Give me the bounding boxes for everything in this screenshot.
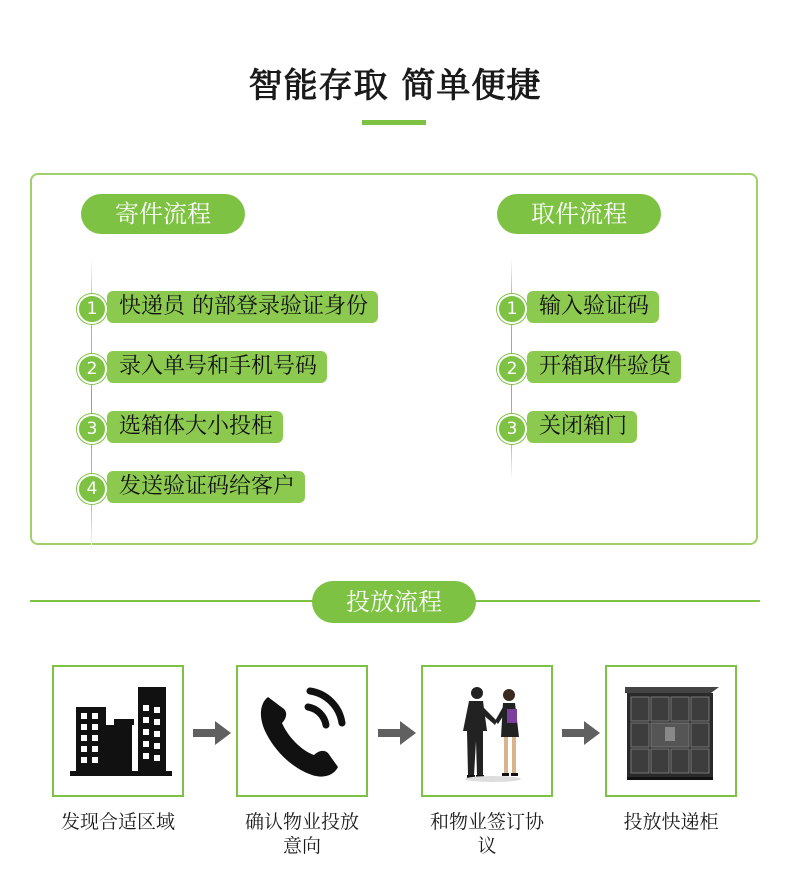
deploy-step-1-box <box>52 665 184 797</box>
deploy-step-1-caption <box>30 810 206 834</box>
send-step-4-label: 发送验证码给客户 <box>107 471 305 503</box>
title-underline <box>362 120 426 125</box>
handshake-icon <box>423 667 551 795</box>
pickup-flow-title: 取件流程 <box>497 194 661 234</box>
deploy-step-3-caption <box>399 810 575 858</box>
caption-line: 意向 <box>282 835 321 857</box>
arrow-right-icon <box>562 721 600 745</box>
arrow-right-icon <box>193 721 231 745</box>
caption-line: 议 <box>477 835 497 857</box>
send-step-3-label: 选箱体大小投柜 <box>107 411 283 443</box>
deploy-step-2-box <box>236 665 368 797</box>
locker-icon <box>607 667 735 795</box>
pickup-step-3-number: 3 <box>497 414 527 444</box>
caption-line: 确认物业投放 <box>244 811 359 833</box>
pickup-step-1-label: 输入验证码 <box>527 291 659 323</box>
deploy-flow-title: 投放流程 <box>312 581 476 623</box>
pickup-step-3-label: 关闭箱门 <box>527 411 637 443</box>
caption-line: 投放快递柜 <box>623 811 719 833</box>
send-step-1-number: 1 <box>77 294 107 324</box>
send-step-3-number: 3 <box>77 414 107 444</box>
caption-line: 发现合适区域 <box>60 811 175 833</box>
deploy-step-3-box <box>421 665 553 797</box>
send-step-2-number: 2 <box>77 354 107 384</box>
caption-line: 和物业签订协 <box>429 811 544 833</box>
buildings-icon <box>54 667 182 795</box>
deploy-step-4-caption <box>583 810 759 834</box>
pickup-step-2-number: 2 <box>497 354 527 384</box>
arrow-right-icon <box>378 721 416 745</box>
deploy-step-2-caption <box>214 810 390 858</box>
send-step-2-label: 录入单号和手机号码 <box>107 351 327 383</box>
page-title: 智能存取 简单便捷 <box>248 66 542 106</box>
deploy-step-4-box <box>605 665 737 797</box>
pickup-step-2-label: 开箱取件验货 <box>527 351 681 383</box>
send-flow-title: 寄件流程 <box>81 194 245 234</box>
pickup-step-1-number: 1 <box>497 294 527 324</box>
send-step-4-number: 4 <box>77 474 107 504</box>
phone-call-icon <box>238 667 366 795</box>
send-step-1-label: 快递员 的部登录验证身份 <box>107 291 378 323</box>
